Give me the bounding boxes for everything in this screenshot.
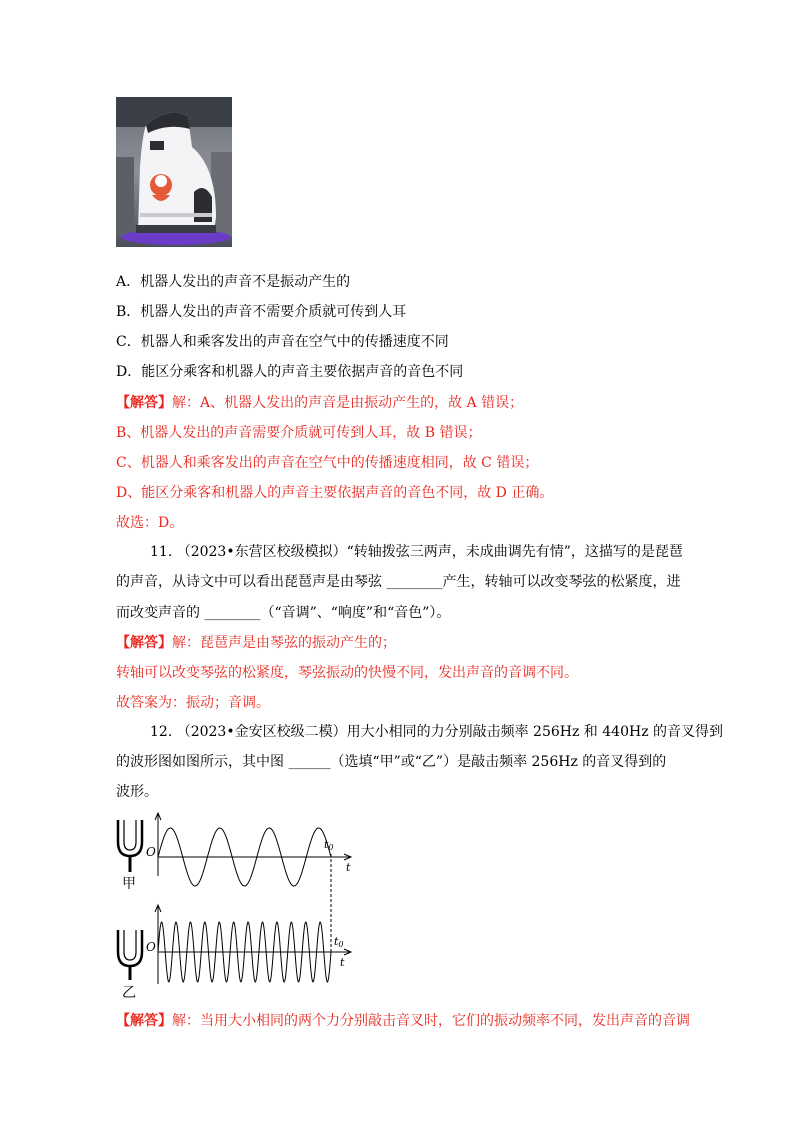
option-c: C．机器人和乘客发出的声音在空气中的传播速度不同 — [116, 334, 449, 350]
q10-answer-line4: D、能区分乘客和机器人的声音主要依据声音的音色不同，故 D 正确。 — [116, 485, 554, 501]
answer-tag: 【解答】 — [116, 395, 172, 411]
option-d: D．能区分乘客和机器人的声音主要依据声音的音色不同 — [116, 364, 464, 380]
q12-line3: 波形。 — [116, 784, 158, 800]
t0-label: t0 — [334, 935, 344, 949]
q12-line1: 12. （2023•金安区校级二模）用大小相同的力分别敲击频率 256Hz 和 440Hz 的音叉得到 — [150, 724, 724, 740]
q11-line2: 的声音，从诗文中可以看出琵琶声是由琴弦 ________产生，转轴可以改变琴弦的松紧度，进 — [116, 574, 681, 590]
q12-line2: 的波形图如图所示，其中图 ______（选填“甲”或“乙”）是敲击频率 256Hz 的音叉得到的 — [116, 754, 667, 770]
q11-answer-line1 — [116, 633, 396, 653]
q12-answer-line1 — [116, 1011, 690, 1031]
q11-answer-line2: 转轴可以改变琴弦的松紧度，琴弦振动的快慢不同，发出声音的音调不同。 — [116, 665, 578, 681]
answer-text: 解：当用大小相同的两个力分别敲击音叉时，它们的振动频率不同，发出声音的音调 — [172, 1013, 690, 1029]
waveform-figure — [112, 812, 374, 1004]
option-a: A．机器人发出的声音不是振动产生的 — [116, 274, 351, 290]
label-jia: 甲 — [122, 876, 136, 892]
label-yi: 乙 — [122, 985, 136, 1001]
t-axis-label: t — [340, 956, 345, 969]
q11-line1: 11. （2023•东营区校级模拟）“转轴拨弦三两声，未成曲调先有情”，这描写的是琵琶 — [150, 544, 683, 560]
t0-label: t0 — [324, 838, 334, 852]
q10-answer-line1 — [116, 393, 523, 413]
origin-label: O — [146, 845, 156, 859]
answer-text: 解：A、机器人发出的声音是由振动产生的，故 A 错误； — [172, 395, 524, 411]
q11-answer-final: 故答案为：振动；音调。 — [116, 695, 270, 711]
answer-tag: 【解答】 — [116, 635, 172, 651]
answer-text: 解：琵琶声是由琴弦的振动产生的； — [172, 635, 396, 651]
q10-answer-final: 故选：D。 — [116, 515, 184, 531]
q10-answer-line2: B、机器人发出的声音需要介质就可传到人耳，故 B 错误； — [116, 425, 482, 441]
q10-answer-line3: C、机器人和乘客发出的声音在空气中的传播速度相同，故 C 错误； — [116, 455, 539, 471]
q11-line3: 而改变声音的 ________（“音调”、“响度”和“音色”）。 — [116, 605, 451, 621]
robot-photo — [116, 97, 232, 247]
answer-tag: 【解答】 — [116, 1013, 172, 1029]
t-axis-label: t — [346, 861, 351, 874]
origin-label: O — [146, 940, 156, 954]
option-b: B．机器人发出的声音不需要介质就可传到人耳 — [116, 304, 407, 320]
